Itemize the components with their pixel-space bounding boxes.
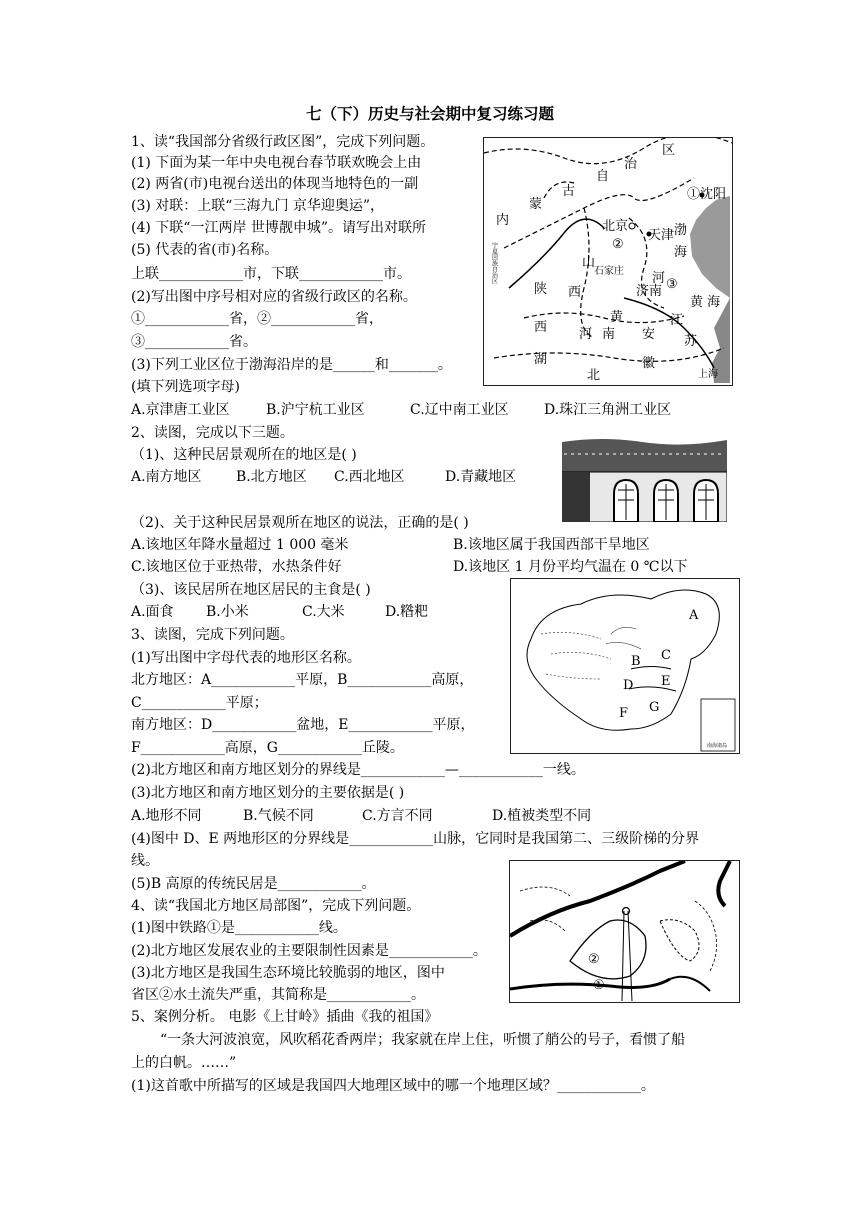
q1-line: 上联____________市，下联____________市。 — [131, 266, 411, 282]
dwelling-illustration — [562, 432, 727, 522]
q2-s2-option: C.该地区位于亚热带，水热条件好 — [131, 559, 342, 575]
q3-line: 北方地区：A____________平原，B____________高原， — [131, 672, 474, 688]
q1-option-d: D.珠江三角洲工业区 — [544, 402, 672, 418]
map-label: 治 — [624, 157, 638, 172]
q2-s1-option: C.西北地区 — [334, 469, 405, 485]
q1-line: (1) 下面为某一年中央电视台春节联欢晚会上由 — [131, 155, 422, 171]
q3-line: 南方地区：D____________盆地，E____________平原， — [131, 717, 475, 733]
q3-line: C____________平原； — [131, 695, 268, 711]
q2-s1-option: B.北方地区 — [236, 469, 307, 485]
page-title: 七（下）历史与社会期中复习练习题 — [305, 104, 554, 123]
q2-s3-option: D.糌粑 — [385, 604, 429, 620]
q2-s1-option: D.青藏地区 — [445, 469, 517, 485]
q1-line: (3)下列工业区位于渤海沿岸的是______和_______。 — [131, 357, 452, 373]
map-label: 黄 — [610, 310, 624, 325]
map-label: 区 — [662, 143, 676, 158]
terrain-label: B — [631, 654, 641, 669]
terrain-label: D — [623, 678, 634, 693]
q1-line: (2)写出图中序号相对应的省级行政区的名称。 — [131, 289, 417, 305]
map-label: 石家庄 — [594, 266, 624, 277]
q2-s3-option: C.大米 — [302, 604, 345, 620]
map-label: 古 — [562, 184, 576, 199]
map-label: 自 — [596, 169, 610, 184]
map-label: 北京 — [602, 219, 629, 234]
q5-header: 5、案例分析。 电影《上甘岭》插曲《我的祖国》 — [131, 1009, 439, 1025]
map-label: 河 — [579, 327, 593, 342]
map-label: ② — [612, 237, 624, 252]
q4-line: (2)北方地区发展农业的主要限制性因素是____________。 — [131, 943, 487, 959]
map-label: 陕 — [534, 282, 548, 297]
q5-quote: 上的白帆。……” — [131, 1055, 237, 1071]
terrain-label: A — [689, 608, 699, 623]
q3-line4a: (4)图中 D、E 两地形区的分界线是____________山脉，它同时是我国第二、三级阶梯的分界 — [131, 831, 700, 847]
q2-s3: （3)、该民居所在地区居民的主食是( ) — [131, 582, 371, 598]
q3-line5: (5)B 高原的传统民居是____________。 — [131, 876, 376, 892]
region-label: ① — [593, 978, 605, 993]
q1-line: 1、读“我国部分省级行政区图”，完成下列问题。 — [131, 134, 435, 150]
q1-line: (5) 代表的省(市)名称。 — [131, 242, 279, 258]
map-label: 海 — [674, 245, 688, 260]
map-label: 南 — [602, 327, 616, 342]
map-label: 渤 — [674, 223, 688, 238]
q4-line: (1)图中铁路①是____________线。 — [131, 920, 347, 936]
q4-line: (3)北方地区是我国生态环境比较脆弱的地区，图中 — [131, 965, 445, 981]
q4-line: 省区②水土流失严重，其简称是____________。 — [131, 987, 425, 1003]
q1-line: (2) 两省(市)电视台送出的体现当地特色的一副 — [131, 176, 419, 192]
terrain-map — [510, 578, 740, 754]
q3-option-b: B.气候不同 — [243, 808, 314, 824]
map-label: ③ — [666, 277, 678, 292]
q3-option-a: A.地形不同 — [131, 808, 202, 824]
q2-s3-option: A.面食 — [131, 604, 174, 620]
q3-line: F____________高原，G____________丘陵。 — [131, 740, 404, 756]
terrain-label: F — [619, 706, 629, 721]
province-map — [483, 137, 733, 386]
q3-line: (1)写出图中字母代表的地形区名称。 — [131, 650, 361, 666]
q1-line: (4) 下联“一江两岸 世博靓申城”。请写出对联所 — [131, 220, 427, 236]
q1-line: (填下列选项字母) — [131, 379, 240, 395]
map-label: 上海 — [698, 369, 718, 380]
map-label: 北 — [587, 368, 601, 383]
map-label: 徽 — [642, 356, 656, 371]
q5-quote: “一条大河波浪宽，风吹稻花香两岸；我家就在岸上住，听惯了艄公的号子，看惯了船 — [160, 1032, 686, 1048]
map-label: 西 — [568, 285, 582, 300]
q2-s3-option: B.小米 — [206, 604, 249, 620]
q1-option-a: A.京津唐工业区 — [131, 402, 230, 418]
map-label: 苏 — [684, 334, 698, 349]
q2-s2-option: B.该地区属于我国西部干旱地区 — [453, 537, 650, 553]
region-label: ② — [588, 952, 600, 967]
q1-line: ③____________省。 — [131, 334, 257, 350]
map-label: 宁夏回族自治区 — [490, 242, 498, 284]
map-label: 山 — [582, 255, 596, 270]
map-label: 黄 海 — [690, 295, 721, 310]
q2-s2-option: A.该地区年降水量超过 1 000 毫米 — [131, 537, 349, 553]
north-region-map — [509, 860, 740, 1003]
map-label: 内 — [496, 213, 510, 228]
q3-line4b: 线。 — [131, 853, 159, 869]
q3-line: (2)北方地区和南方地区划分的界线是____________—____________一线。 — [131, 762, 585, 778]
q2-s2: （2)、关于这种民居景观所在地区的说法，正确的是( ) — [131, 515, 469, 531]
map-label: 江 — [670, 313, 684, 328]
map-label: ①沈阳 — [687, 187, 727, 202]
q2-s1: （1)、这种民居景观所在的地区是( ) — [131, 447, 357, 463]
terrain-label: 南海诸岛 — [707, 743, 728, 749]
map-label: 河 — [652, 271, 666, 286]
map-label: 济南 — [636, 284, 663, 299]
q1-option-b: B.沪宁杭工业区 — [266, 402, 365, 418]
q4-line: 4、读“我国北方地区局部图”，完成下列问题。 — [131, 898, 421, 914]
q1-line: ①____________省，②____________省， — [131, 311, 383, 327]
terrain-label: E — [661, 674, 671, 689]
map-label: 蒙 — [529, 197, 543, 212]
q1-option-c: C.辽中南工业区 — [410, 402, 509, 418]
q1-line: (3) 对联：上联“三海九门 京华迎奥运”， — [131, 198, 385, 214]
terrain-label: G — [649, 700, 660, 715]
q5-line: (1)这首歌中所描写的区域是我国四大地理区域中的哪一个地理区域？____________。 — [131, 1078, 655, 1094]
q3-option-d: D.植被类型不同 — [492, 808, 592, 824]
terrain-label: C — [661, 648, 671, 663]
map-label: 安 — [642, 327, 656, 342]
map-label: 天津 — [648, 228, 675, 243]
map-label: 西 — [534, 320, 548, 335]
q3-option-c: C.方言不同 — [362, 808, 433, 824]
q3-header: 3、读图，完成下列问题。 — [131, 627, 294, 643]
map-label: 湖 — [534, 352, 548, 367]
q2-s1-option: A.南方地区 — [131, 469, 202, 485]
q2-header: 2、读图，完成以下三题。 — [131, 425, 294, 441]
q3-line: (3)北方地区和南方地区划分的主要依据是( ) — [131, 785, 405, 801]
q2-s2-option: D.该地区 1 月份平均气温在 0 ℃以下 — [453, 559, 688, 575]
